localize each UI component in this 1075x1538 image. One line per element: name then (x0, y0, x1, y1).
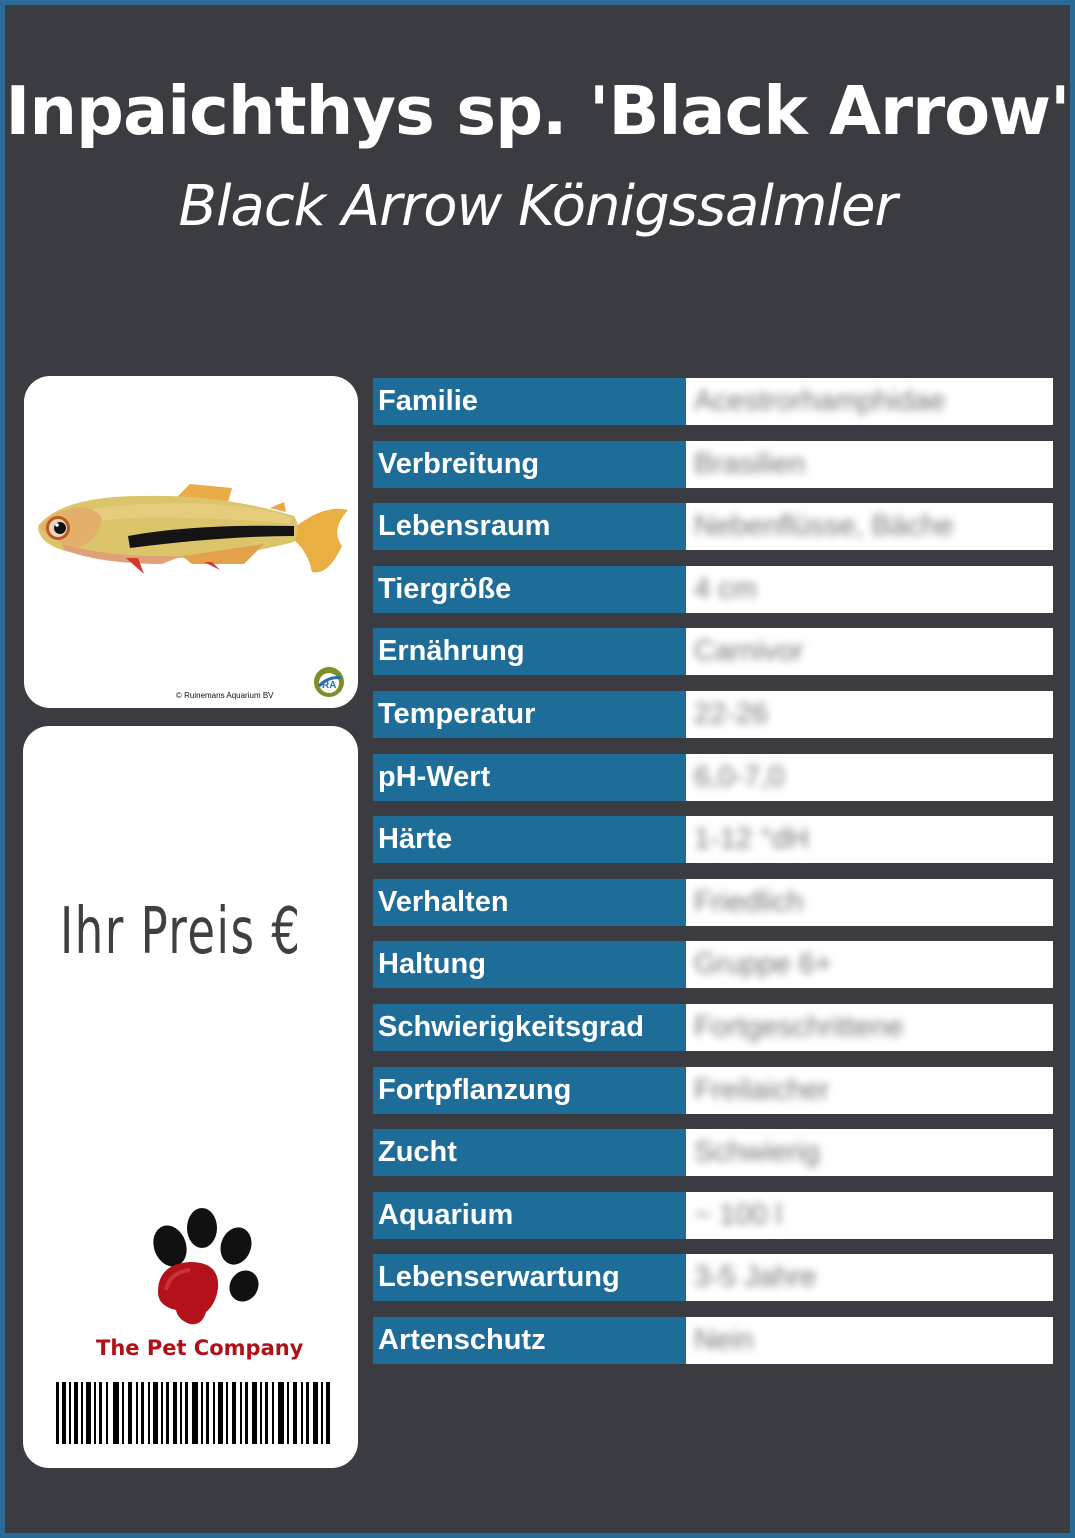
info-row (373, 691, 1053, 738)
info-label: Verbreitung (373, 441, 686, 488)
info-label: Ernährung (373, 628, 686, 675)
info-value-text: 6,0-7,0 (694, 761, 785, 793)
fish-image (32, 478, 350, 578)
info-value (686, 816, 1053, 863)
info-label: Verhalten (373, 879, 686, 926)
info-row (373, 378, 1053, 425)
price-label: Ihr Preis € (60, 895, 302, 969)
info-value-text: 4 cm (694, 573, 757, 605)
info-value-text: Brasilien (694, 448, 806, 480)
info-label: pH-Wert (373, 754, 686, 801)
info-value (686, 1129, 1053, 1176)
info-value (686, 566, 1053, 613)
info-value (686, 754, 1053, 801)
info-value-text: Nein (694, 1324, 754, 1356)
info-value-text: 22-26 (694, 698, 769, 730)
info-row (373, 628, 1053, 675)
info-row (373, 566, 1053, 613)
info-label: Haltung (373, 941, 686, 988)
barcode (56, 1382, 332, 1444)
info-row (373, 754, 1053, 801)
info-value-text: Freilaicher (694, 1074, 830, 1106)
info-value (686, 1317, 1053, 1364)
info-value (686, 691, 1053, 738)
info-value (686, 1254, 1053, 1301)
info-label: Härte (373, 816, 686, 863)
info-label: Artenschutz (373, 1317, 686, 1364)
common-name: Black Arrow Königssalmler (178, 174, 897, 239)
info-value-text: ~ 100 l (694, 1199, 782, 1231)
info-label: Aquarium (373, 1192, 686, 1239)
info-row (373, 1004, 1053, 1051)
info-value-text: Acestrorhamphidae (694, 385, 946, 417)
info-value-text: 1-12 °dH (694, 823, 809, 855)
info-value (686, 503, 1053, 550)
info-value-text: Carnivor (694, 635, 804, 667)
info-label: Zucht (373, 1129, 686, 1176)
info-label: Lebenserwartung (373, 1254, 686, 1301)
info-row (373, 1254, 1053, 1301)
info-label: Lebensraum (373, 503, 686, 550)
info-label: Tiergröße (373, 566, 686, 613)
info-row (373, 879, 1053, 926)
info-value (686, 1004, 1053, 1051)
info-row (373, 941, 1053, 988)
info-value-text: Friedlich (694, 886, 804, 918)
info-value (686, 1192, 1053, 1239)
photo-credit: © Ruinemans Aquarium BV (176, 691, 274, 700)
info-value (686, 941, 1053, 988)
info-value-text: Gruppe 6+ (694, 948, 832, 980)
info-value (686, 378, 1053, 425)
info-row (373, 1129, 1053, 1176)
info-label: Fortpflanzung (373, 1067, 686, 1114)
ruinemans-logo-icon (313, 666, 345, 698)
info-row (373, 816, 1053, 863)
info-label: Schwierigkeitsgrad (373, 1004, 686, 1051)
info-value (686, 628, 1053, 675)
info-row (373, 1317, 1053, 1364)
info-value (686, 1067, 1053, 1114)
info-value-text: Schwierig (694, 1136, 820, 1168)
svg-text:RA: RA (322, 680, 337, 691)
info-row (373, 1067, 1053, 1114)
info-value-text: 3-5 Jahre (694, 1261, 817, 1293)
species-title: Inpaichthys sp. 'Black Arrow' (5, 72, 1070, 150)
info-value (686, 879, 1053, 926)
info-label: Temperatur (373, 691, 686, 738)
info-row (373, 441, 1053, 488)
company-name: The Pet Company (96, 1336, 304, 1360)
info-value (686, 441, 1053, 488)
info-label: Familie (373, 378, 686, 425)
paw-logo-icon (136, 1206, 266, 1336)
info-row (373, 1192, 1053, 1239)
info-value-text: Fortgeschrittene (694, 1011, 904, 1043)
info-value-text: Nebenflüsse, Bäche (694, 510, 954, 542)
info-row (373, 503, 1053, 550)
